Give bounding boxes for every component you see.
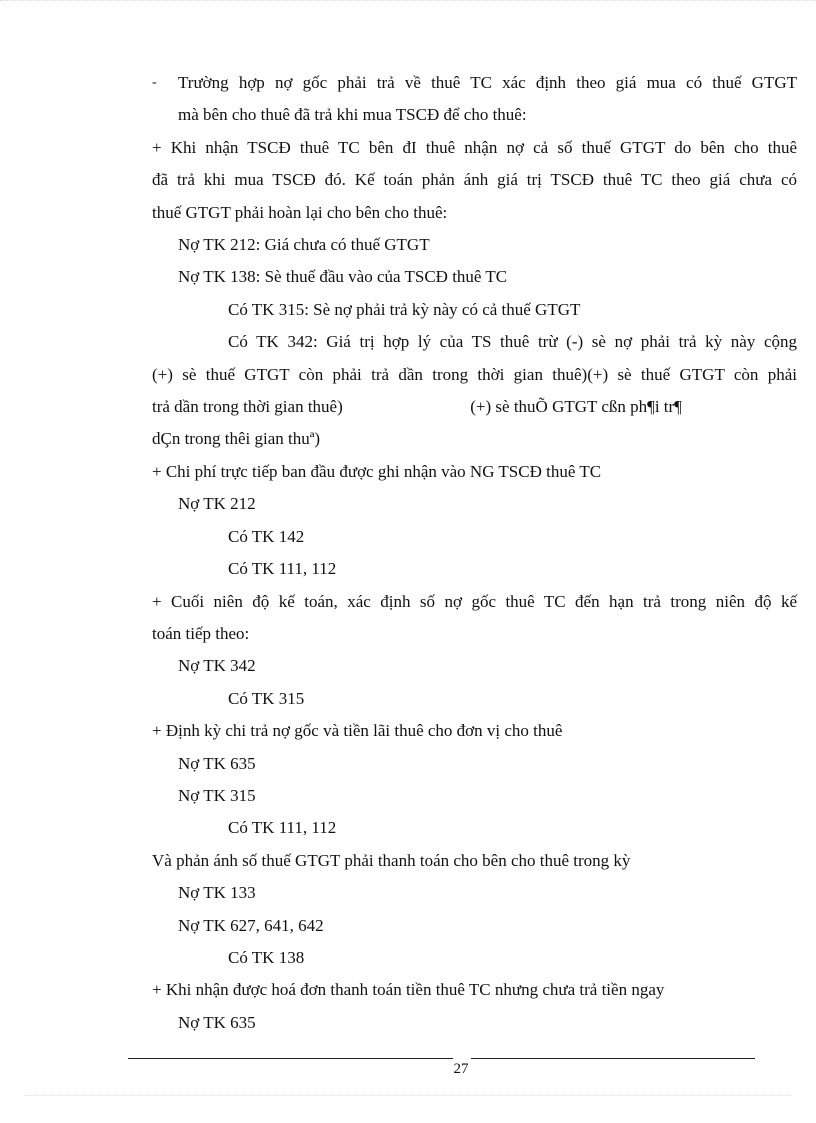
text-line-21: + Định kỳ chi trả nợ gốc và tiền lãi thuê cho đơn vị cho thuê [152,721,563,741]
text-line-3: + Khi nhận TSCĐ thuê TC bên đI thuê nhận nợ cả số thuế GTGT do bên cho thuê [152,137,797,157]
text-line-19: Nợ TK 342 [178,656,256,676]
text-line-10: (+) sè thuế GTGT còn phải trả dần trong thời gian thuê)(+) sè thuế GTGT còn phải [152,364,797,384]
text-line-2: mà bên cho thuê đã trả khi mua TSCĐ để cho thuê: [178,105,527,125]
text-line-30: Nợ TK 635 [178,1012,256,1032]
bullet-marker: - [152,75,157,90]
text-line-9: Có TK 342: Giá trị hợp lý của TS thuê trừ (-) sè nợ phải trả kỳ này cộng [228,332,797,352]
text-line-8: Có TK 315: Sè nợ phải trả kỳ này có cả thuế GTGT [228,299,581,319]
text-line-23: Nợ TK 315 [178,785,256,805]
text-line-13: + Chi phí trực tiếp ban đầu được ghi nhận vào NG TSCĐ thuê TC [152,461,602,481]
text-line-4: đã trả khi mua TSCĐ đó. Kế toán phản ánh giá trị TSCĐ thuê TC theo giá chưa có [152,170,797,190]
text-line-29: + Khi nhận được hoá đơn thanh toán tiền thuê TC nhưng chưa trả tiền ngay [152,980,665,1000]
text-line-18: toán tiếp theo: [152,623,250,643]
text-line-25: Và phản ánh số thuế GTGT phải thanh toán cho bên cho thuê trong kỳ [152,850,631,870]
text-line-27: Nợ TK 627, 641, 642 [178,915,324,935]
text-line-1: Trường hợp nợ gốc phải trả về thuê TC xác định theo giá mua có thuế GTGT [178,73,797,92]
footer-rule-right [471,1058,755,1059]
text-line-5: thuế GTGT phải hoàn lại cho bên cho thuê: [152,202,448,222]
bullet-paragraph [152,67,797,132]
text-line-26: Nợ TK 133 [178,883,256,903]
text-line-28: Có TK 138 [228,947,305,967]
text-line-6: Nợ TK 212: Giá chưa có thuế GTGT [178,235,430,255]
text-line-14: Nợ TK 212 [178,494,256,514]
footer-rule-left [128,1058,453,1059]
text-line-7: Nợ TK 138: Sè thuế đầu vào của TSCĐ thuê TC [178,267,508,287]
text-line-24: Có TK 111, 112 [228,818,337,838]
page-footer [128,1046,755,1086]
text-line-11: trả dần trong thời gian thuê) (+) sè thuÕ GTGT cßn ph¶i tr¶ [152,397,682,417]
text-line-20: Có TK 315 [228,688,305,708]
page-bottom-border [24,1095,792,1096]
text-line-17: + Cuối niên độ kế toán, xác định số nợ gốc thuê TC đến hạn trả trong niên độ kế [152,591,797,611]
text-line-16: Có TK 111, 112 [228,559,337,579]
text-line-12: dÇn trong thêi gian thuª) [152,429,321,449]
text-line-22: Nợ TK 635 [178,753,256,773]
page-number: 27 [453,1061,469,1077]
document-body [152,67,797,1039]
text-line-15: Có TK 142 [228,526,305,546]
